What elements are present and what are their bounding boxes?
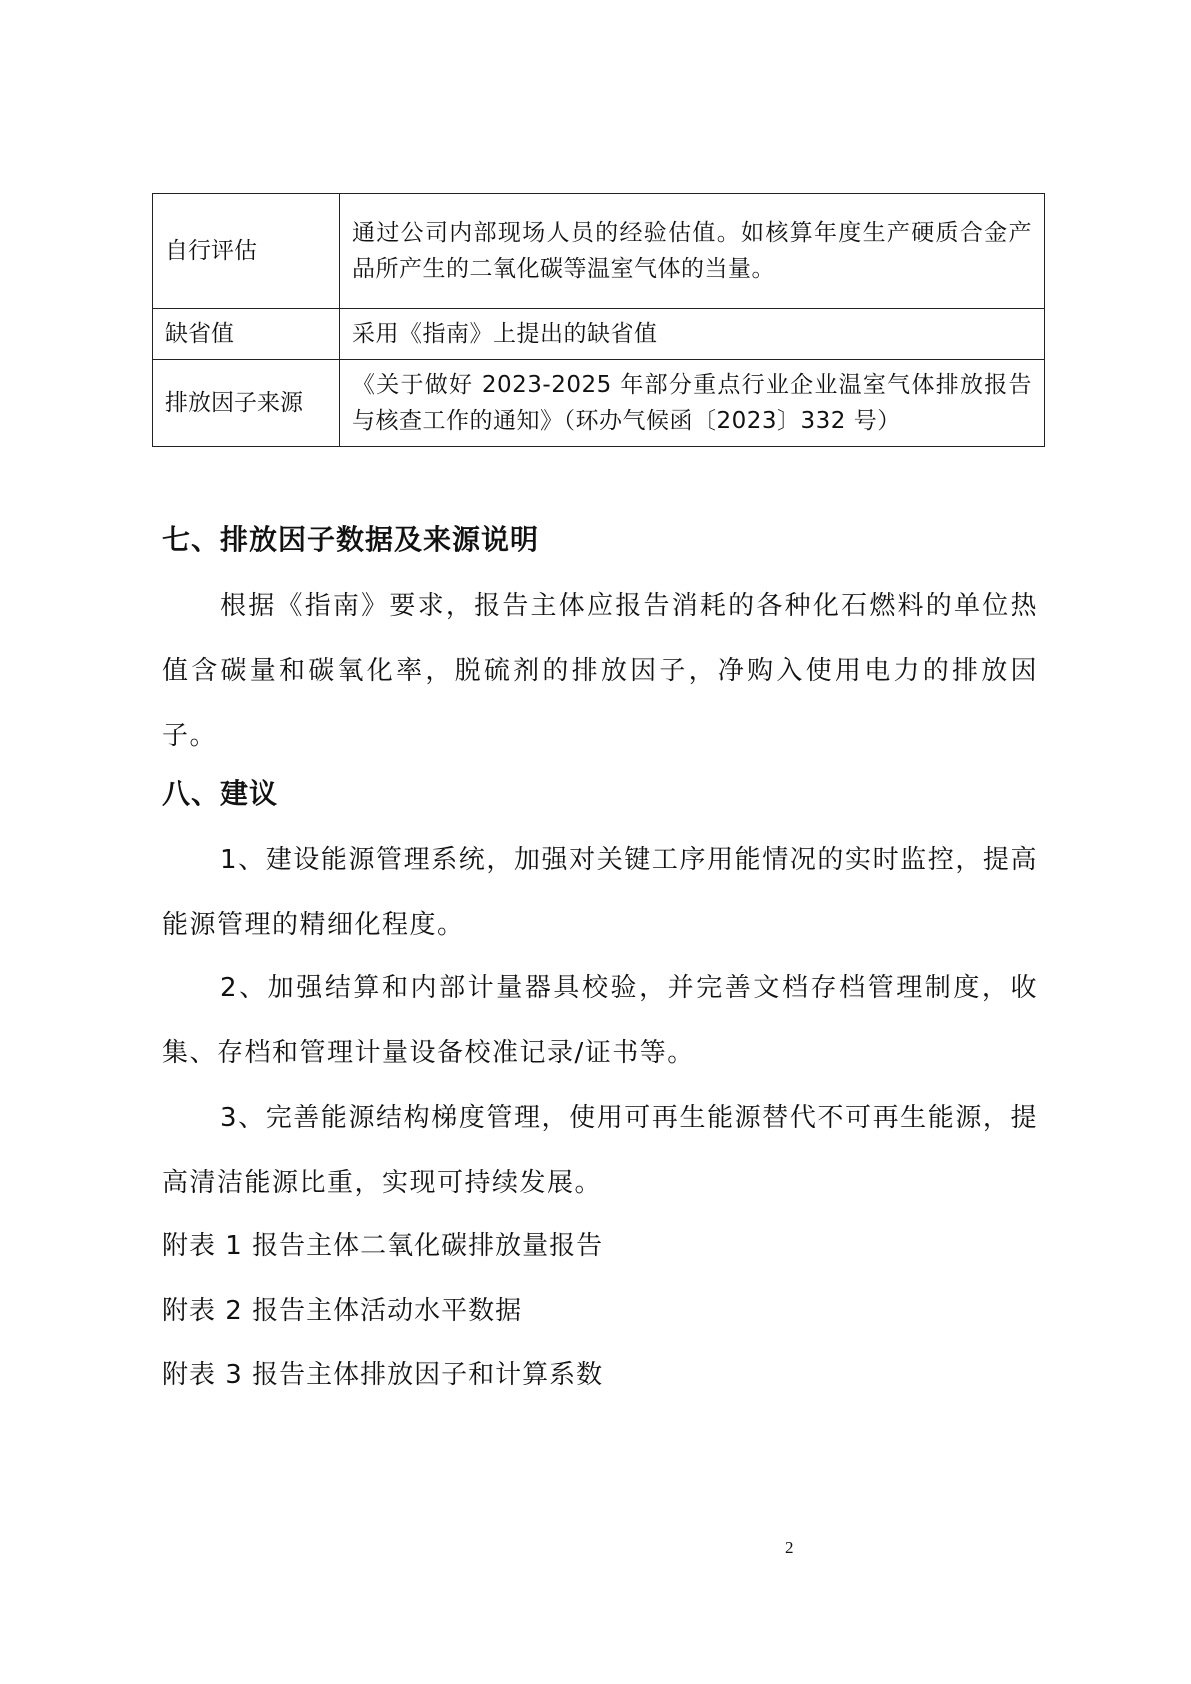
table-cell-content: 通过公司内部现场人员的经验估值。如核算年度生产硬质合金产品所产生的二氧化碳等温室气体的当量。 bbox=[340, 194, 1045, 309]
table-cell-content: 采用《指南》上提出的缺省值 bbox=[340, 309, 1045, 360]
table-cell-label: 自行评估 bbox=[153, 194, 340, 309]
recommendation-item-2: 2、加强结算和内部计量器具校验，并完善文档存档管理制度，收集、存档和管理计量设备校准记录/证书等。 bbox=[162, 973, 1038, 1068]
emission-source-table bbox=[152, 193, 1045, 447]
section-7-paragraph: 根据《指南》要求，报告主体应报告消耗的各种化石燃料的单位热值含碳量和碳氧化率，脱硫剂的排放因子，净购入使用电力的排放因子。 bbox=[162, 591, 1038, 751]
table-row bbox=[153, 194, 1045, 309]
appendix-item-2: 附表 2 报告主体活动水平数据 bbox=[162, 1296, 523, 1326]
table-row bbox=[153, 360, 1045, 447]
table-cell-label: 缺省值 bbox=[153, 309, 340, 360]
section-7-heading: 七、排放因子数据及来源说明 bbox=[162, 523, 540, 556]
appendix-item-3: 附表 3 报告主体排放因子和计算系数 bbox=[162, 1360, 604, 1390]
table-cell-content: 《关于做好 2023-2025 年部分重点行业企业温室气体排放报告与核查工作的通知》（环办气候函〔2023〕332 号） bbox=[340, 360, 1045, 447]
recommendation-item-1: 1、建设能源管理系统，加强对关键工序用能情况的实时监控，提高能源管理的精细化程度。 bbox=[162, 845, 1038, 940]
table-row bbox=[153, 309, 1045, 360]
section-8-heading: 八、建议 bbox=[162, 777, 279, 810]
appendix-item-1: 附表 1 报告主体二氧化碳排放量报告 bbox=[162, 1231, 604, 1261]
page-number-text: 2 bbox=[785, 1538, 794, 1557]
table-cell-label: 排放因子来源 bbox=[153, 360, 340, 447]
recommendation-item-3: 3、完善能源结构梯度管理，使用可再生能源替代不可再生能源，提高清洁能源比重，实现可持续发展。 bbox=[162, 1103, 1038, 1198]
